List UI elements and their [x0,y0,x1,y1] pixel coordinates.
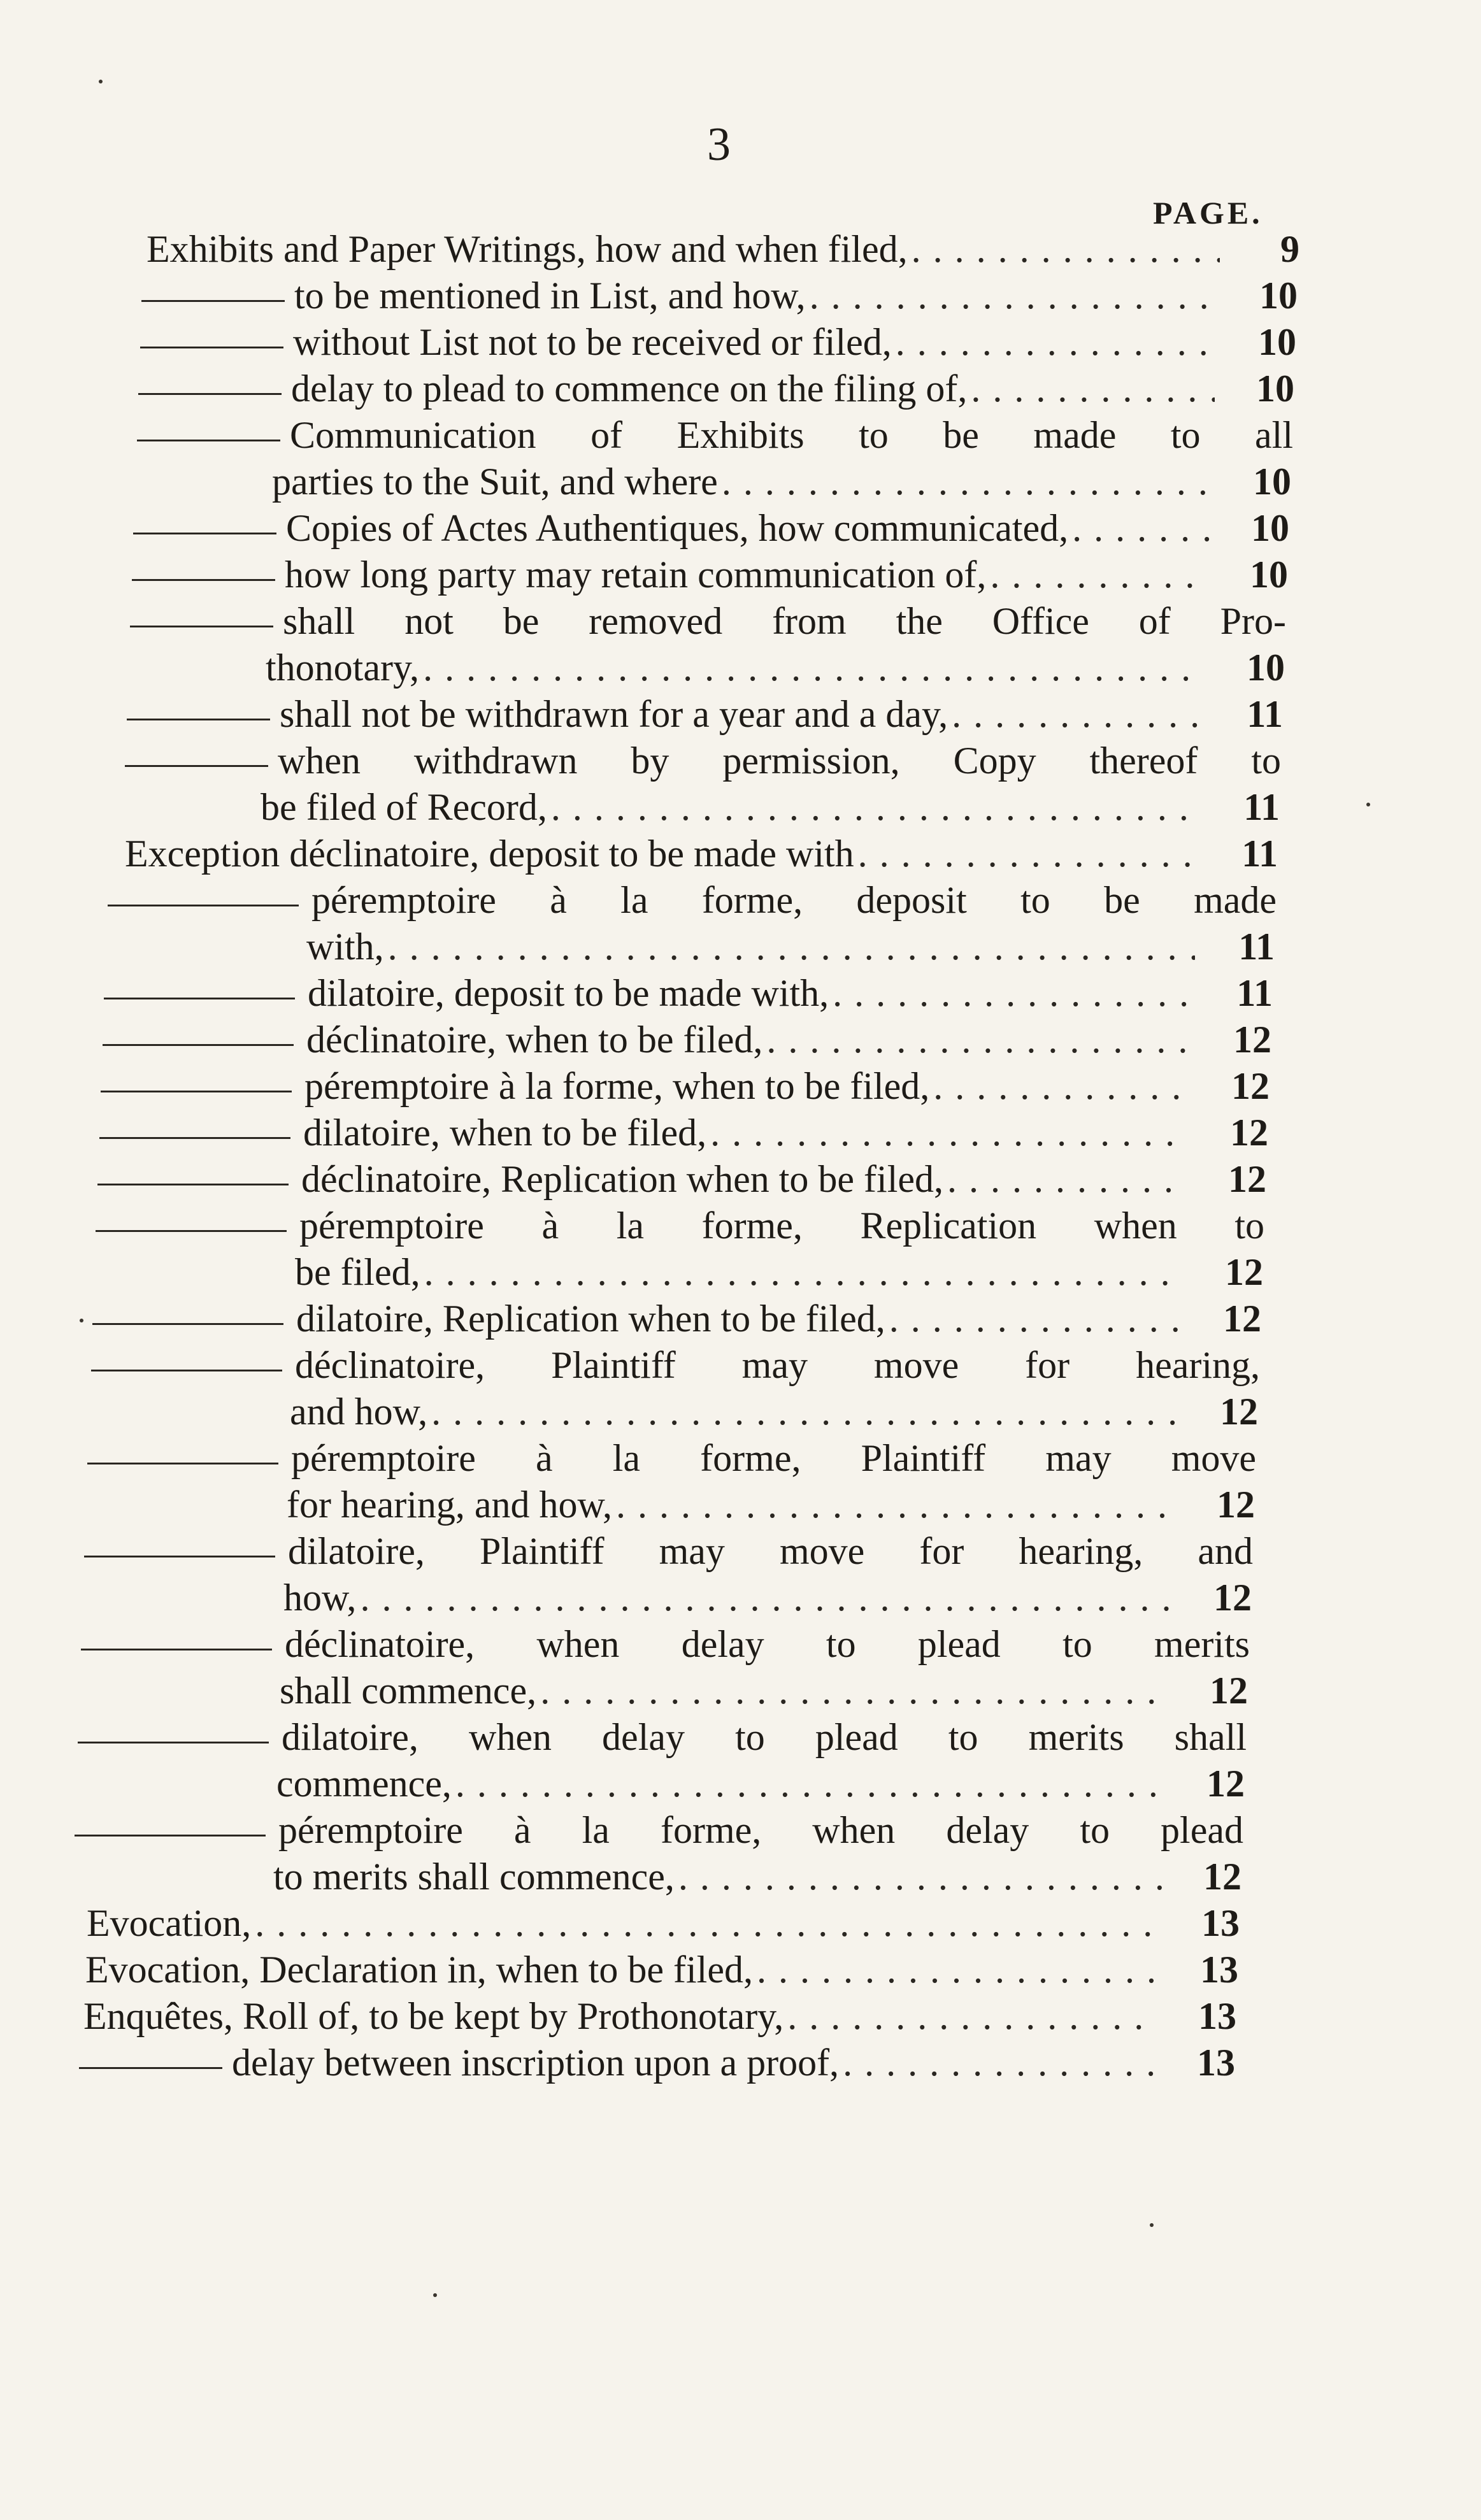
dot-leader [912,226,1220,273]
index-line [0,459,1481,505]
page-reference: 11 [1247,693,1283,735]
page-reference: 12 [1203,1856,1241,1898]
page-reference: 9 [1280,228,1299,270]
entry-text: how long party may retain communication of, [285,554,987,596]
index-entry [0,831,1481,877]
ditto-dash [108,905,299,906]
dot-leader [360,1575,1172,1621]
page-reference: 13 [1201,1902,1240,1944]
entry-text: Exhibits and Paper Writings, how and when filed, [147,228,908,270]
print-speck [1150,2223,1154,2227]
print-speck [433,2293,437,2297]
index-line [0,1435,1481,1482]
entry-text-with-leader [308,970,1193,1017]
dot-leader [766,1017,1192,1063]
entry-text: Enquêtes, Roll of, to be kept by Prothonotary, [83,1995,784,2037]
entry-text-with-leader [290,1389,1178,1435]
ditto-dash [140,347,283,348]
index-line [0,552,1481,598]
index-line [0,691,1481,738]
entry-text-with-leader [147,226,1220,273]
entry-text: be filed of Record, [261,786,547,828]
index-line [0,784,1481,831]
page-reference: 12 [1206,1763,1245,1805]
entry-text: péremptoire à la forme, deposit to be made [311,879,1277,921]
index-entry [0,273,1481,319]
index-line [0,1854,1481,1900]
ditto-dash [99,1137,290,1139]
entry-text: dilatoire, when delay to plead to merits shall [282,1716,1247,1758]
index-line [0,1110,1481,1156]
entry-text-with-leader [272,459,1212,505]
entry-text-with-leader [125,831,1198,877]
index-entry [0,1156,1481,1203]
dot-leader [388,924,1195,970]
ditto-dash [101,1091,292,1092]
entry-text-with-leader [286,505,1210,552]
entry-text: déclinatoire, Replication when to be filed, [301,1158,943,1200]
entry-text: to merits shall commence, [273,1856,675,1898]
index-line [0,366,1481,412]
page-reference: 12 [1213,1577,1252,1619]
index-line [0,1993,1481,2040]
index-line [0,1249,1481,1296]
page-number: 3 [707,118,731,171]
index-entry [0,2040,1481,2086]
page-reference: 12 [1223,1298,1261,1340]
page-reference: 11 [1243,786,1280,828]
dot-leader [455,1761,1165,1807]
dot-leader [947,1156,1187,1203]
ditto-dash [127,719,270,720]
page-reference: 10 [1251,507,1289,549]
index-list [0,226,1481,2086]
dot-leader [616,1482,1175,1528]
dot-leader [424,1249,1184,1296]
entry-text-with-leader [285,552,1208,598]
entry-text: be filed, [295,1251,420,1293]
index-line [0,412,1481,459]
dot-leader [710,1110,1189,1156]
index-entry [0,1017,1481,1063]
entry-text: Copies of Actes Authentiques, how communicated, [286,507,1069,549]
entry-text: delay between inscription upon a proof, [232,2042,840,2084]
entry-text-with-leader [296,1296,1182,1342]
dot-leader [889,1296,1182,1342]
dot-leader [952,691,1203,738]
entry-text-with-leader [295,1249,1184,1296]
entry-text: commence, [276,1763,452,1805]
page-reference: 12 [1231,1065,1270,1107]
index-entry [0,1714,1481,1807]
index-line [0,1203,1481,1249]
entry-text-with-leader [280,691,1203,738]
page-reference: 11 [1241,833,1278,875]
ditto-dash [130,626,273,627]
dot-leader [833,970,1193,1017]
page-reference: 13 [1200,1949,1238,1991]
entry-text-with-leader [83,1993,1157,2040]
dot-leader [896,319,1217,366]
index-line [0,226,1481,273]
index-entry [0,1900,1481,1947]
entry-text: Evocation, [87,1902,252,1944]
dot-leader [678,1854,1162,1900]
index-line [0,598,1481,645]
ditto-dash [96,1230,287,1232]
page-reference: 10 [1253,461,1291,503]
index-line [0,1342,1481,1389]
index-entry [0,319,1481,366]
entry-text: to be mentioned in List, and how, [294,275,806,317]
index-line [0,924,1481,970]
ditto-dash [92,1323,283,1325]
index-entry [0,552,1481,598]
index-entry [0,366,1481,412]
index-line [0,1621,1481,1668]
index-line [0,877,1481,924]
entry-text-with-leader [276,1761,1165,1807]
ditto-dash [84,1556,275,1557]
entry-text: with, [306,926,384,968]
ditto-dash [104,998,295,999]
dot-leader [843,2040,1155,2086]
entry-text-with-leader [304,1063,1190,1110]
dot-leader [858,831,1198,877]
page-reference: 10 [1258,321,1296,363]
dot-leader [971,366,1215,412]
entry-text-with-leader [291,366,1215,412]
dot-leader [255,1900,1160,1947]
index-entry [0,1528,1481,1621]
dot-leader [810,273,1218,319]
index-entry [0,505,1481,552]
index-line [0,1575,1481,1621]
ditto-dash [91,1370,282,1371]
page-reference: 11 [1238,926,1275,968]
entry-text: for hearing, and how, [287,1484,612,1526]
print-speck [99,80,103,83]
ditto-dash [137,440,280,441]
index-entry [0,1342,1481,1435]
entry-text-with-leader [301,1156,1187,1203]
page-reference: 10 [1250,554,1288,596]
index-line [0,1296,1481,1342]
index-entry [0,412,1481,505]
ditto-dash [141,300,285,302]
entry-text: dilatoire, when to be filed, [303,1112,707,1154]
entry-text-with-leader [261,784,1200,831]
page-reference: 13 [1197,2042,1235,2084]
entry-text: shall commence, [280,1670,537,1712]
page-reference: 12 [1230,1112,1268,1154]
entry-text-with-leader [293,319,1217,366]
index-entry [0,226,1481,273]
page-reference: 11 [1236,972,1273,1014]
ditto-dash [103,1044,294,1046]
page-reference: 13 [1198,1995,1236,2037]
entry-text-with-leader [266,645,1205,691]
index-line [0,1900,1481,1947]
entry-text: péremptoire à la forme, Replication when to [299,1205,1264,1247]
dot-leader [990,552,1208,598]
entry-text-with-leader [303,1110,1189,1156]
dot-leader [540,1668,1168,1714]
index-line [0,319,1481,366]
page-reference: 12 [1210,1670,1248,1712]
index-entry [0,970,1481,1017]
entry-text-with-leader [306,1017,1192,1063]
index-entry [0,1296,1481,1342]
dot-leader [787,1993,1157,2040]
index-entry [0,1621,1481,1714]
index-entry [0,1807,1481,1900]
entry-text: thonotary, [266,647,420,689]
index-entry [0,1063,1481,1110]
index-line [0,2040,1481,2086]
index-entry [0,1110,1481,1156]
entry-text: péremptoire à la forme, when delay to plead [278,1809,1243,1851]
entry-text: déclinatoire, when to be filed, [306,1019,763,1061]
index-line [0,1761,1481,1807]
index-entry [0,1435,1481,1528]
entry-text: dilatoire, Plaintiff may move for hearing, and [288,1530,1253,1572]
index-line [0,1156,1481,1203]
page-reference: 10 [1256,368,1294,410]
index-entry [0,1203,1481,1296]
entry-text: dilatoire, Replication when to be filed, [296,1298,885,1340]
ditto-dash [75,1835,266,1836]
index-line [0,970,1481,1017]
index-line [0,1668,1481,1714]
entry-text-with-leader [294,273,1218,319]
ditto-dash [81,1649,272,1650]
entry-text: shall not be removed from the Office of Pro- [283,600,1286,642]
page-reference: 12 [1228,1158,1266,1200]
page-reference: 12 [1217,1484,1255,1526]
page-reference: 10 [1259,275,1298,317]
dot-leader [1072,505,1210,552]
ditto-dash [87,1463,278,1464]
index-line [0,738,1481,784]
index-entry [0,1993,1481,2040]
index-entry [0,738,1481,831]
index-line [0,1389,1481,1435]
entry-text-with-leader [273,1854,1162,1900]
entry-text: péremptoire à la forme, when to be filed, [304,1065,930,1107]
page-reference: 12 [1220,1391,1258,1433]
entry-text: when withdrawn by permission, Copy thereof to [278,740,1281,782]
entry-text: déclinatoire, Plaintiff may move for hearing, [295,1344,1260,1386]
entry-text-with-leader [232,2040,1155,2086]
index-line [0,1947,1481,1993]
index-line [0,1482,1481,1528]
index-line [0,1017,1481,1063]
dot-leader [431,1389,1178,1435]
entry-text: péremptoire à la forme, Plaintiff may move [291,1437,1256,1479]
index-line [0,831,1481,877]
entry-text: shall not be withdrawn for a year and a day, [280,693,948,735]
entry-text: Communication of Exhibits to be made to all [290,414,1293,456]
index-line [0,1063,1481,1110]
ditto-dash [97,1184,289,1185]
entry-text-with-leader [280,1668,1168,1714]
entry-text: and how, [290,1391,428,1433]
entry-text-with-leader [287,1482,1175,1528]
page-reference: 12 [1233,1019,1271,1061]
entry-text: how, [283,1577,357,1619]
entry-text: Exception déclinatoire, deposit to be made with [125,833,854,875]
ditto-dash [125,765,268,767]
index-entry [0,1947,1481,1993]
print-speck [1366,803,1370,806]
ditto-dash [133,533,276,534]
index-line [0,1807,1481,1854]
ditto-dash [79,2067,222,2069]
dot-leader [423,645,1205,691]
entry-text: déclinatoire, when delay to plead to merits [285,1623,1250,1665]
index-line [0,1714,1481,1761]
index-entry [0,877,1481,970]
page-reference: 12 [1225,1251,1263,1293]
dot-leader [757,1947,1159,1993]
entry-text-with-leader [85,1947,1159,1993]
entry-text: without List not to be received or filed, [293,321,892,363]
index-line [0,1528,1481,1575]
ditto-dash [132,579,275,581]
dot-leader [551,784,1200,831]
ditto-dash [138,393,282,395]
entry-text: Evocation, Declaration in, when to be filed, [85,1949,753,1991]
index-line [0,273,1481,319]
index-entry [0,598,1481,691]
page-reference: 10 [1247,647,1285,689]
entry-text-with-leader [87,1900,1160,1947]
entry-text: delay to plead to commence on the filing of, [291,368,968,410]
entry-text-with-leader [306,924,1195,970]
entry-text: parties to the Suit, and where [272,461,718,503]
entry-text-with-leader [283,1575,1172,1621]
dot-leader [722,459,1212,505]
entry-text: dilatoire, deposit to be made with, [308,972,829,1014]
page-column-heading: PAGE. [1153,195,1263,231]
index-line [0,645,1481,691]
dot-leader [933,1063,1190,1110]
ditto-dash [78,1742,269,1743]
print-speck [80,1319,83,1322]
index-entry [0,691,1481,738]
index-line [0,505,1481,552]
